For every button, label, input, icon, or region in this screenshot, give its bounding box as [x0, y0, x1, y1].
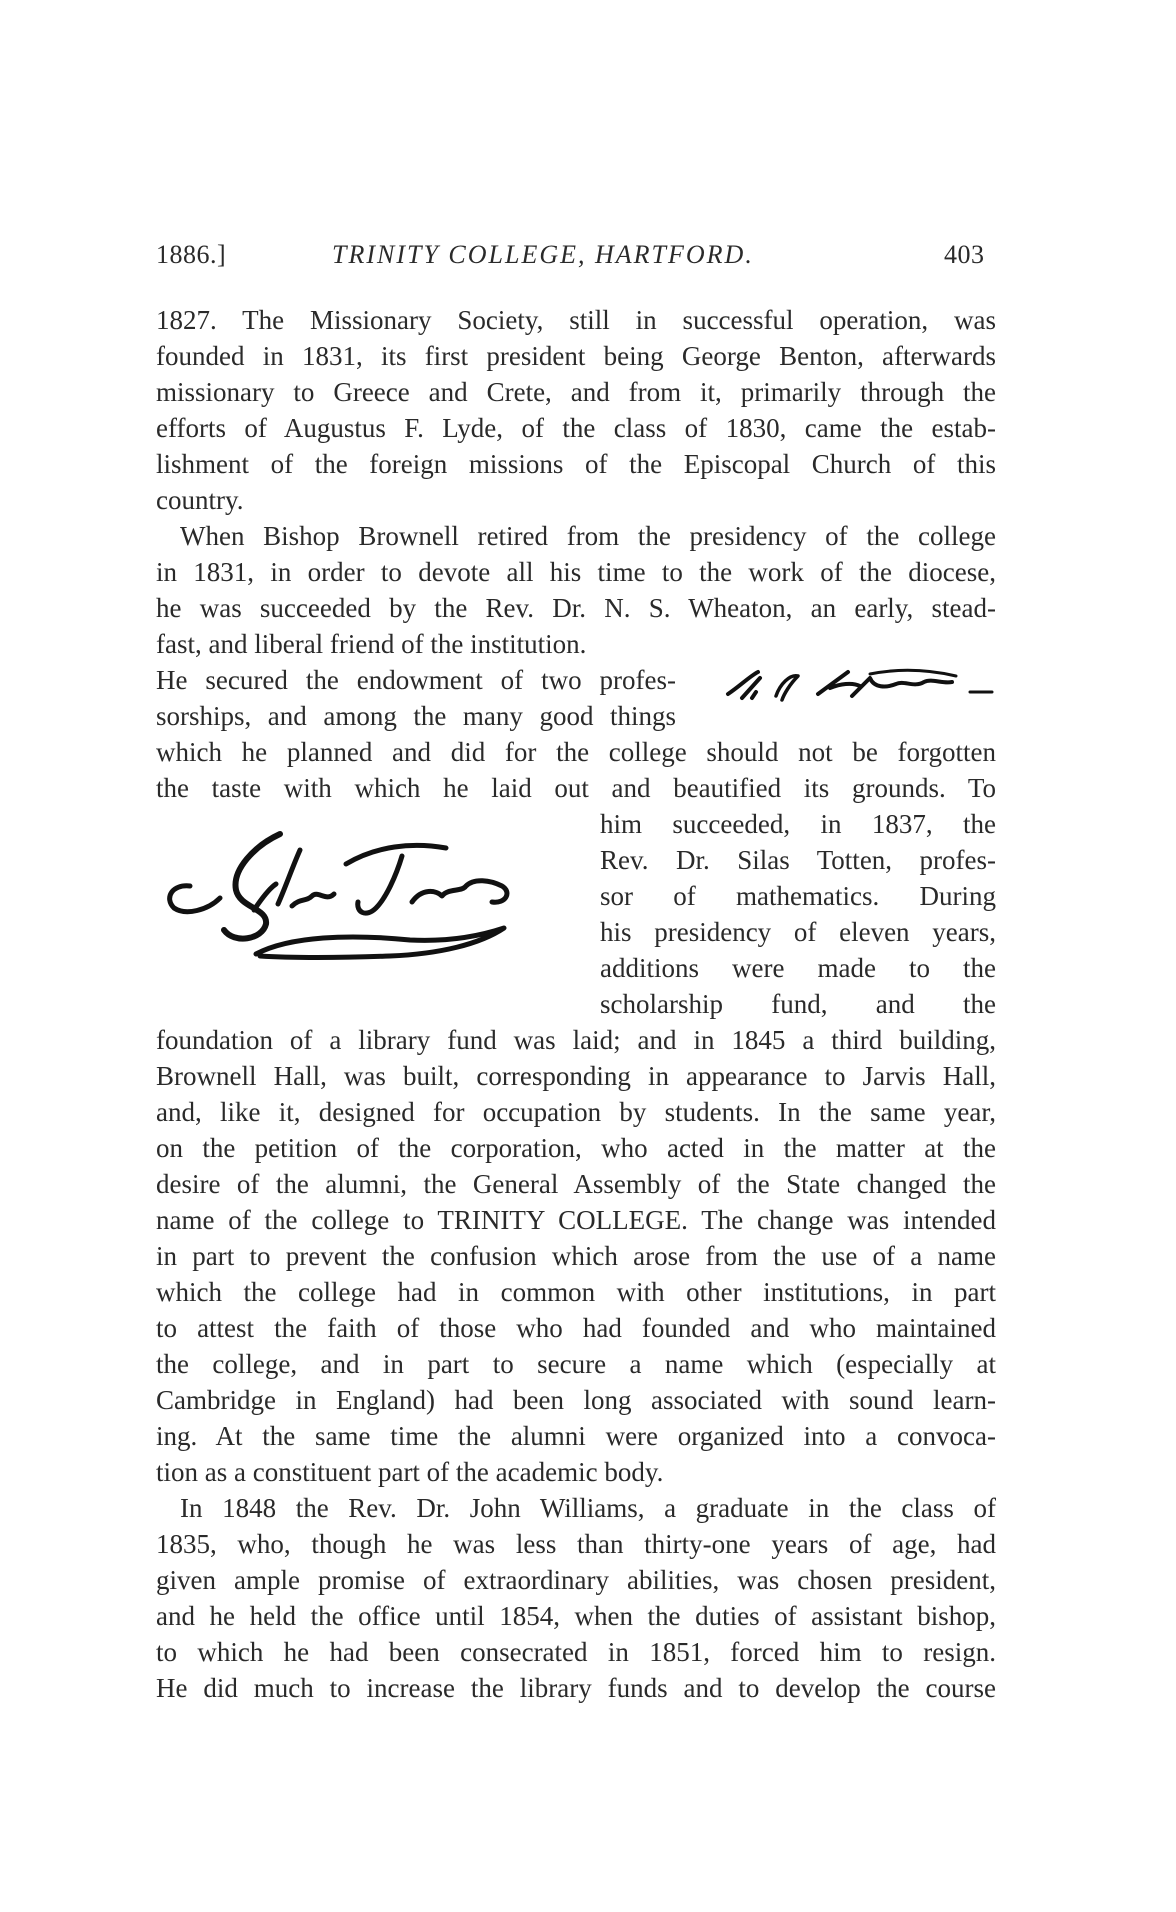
text-line: sorships, and among the many good things	[156, 701, 676, 731]
paragraph-totten-column	[600, 806, 996, 1022]
text-line: on the petition of the corporation, who acted in the matter at the	[156, 1133, 996, 1163]
text-line: sor of mathematics. During	[600, 881, 996, 911]
text-line: name of the college to TRINITY COLLEGE. The change was intended	[156, 1205, 996, 1235]
text-line: in 1831, in order to devote all his time to the work of the diocese,	[156, 557, 996, 587]
paragraph-williams	[156, 1490, 996, 1706]
text-line: tion as a constituent part of the academic body.	[156, 1457, 664, 1487]
paragraph-missionary-society	[156, 302, 996, 518]
text-line: which the college had in common with other institutions, in part	[156, 1277, 996, 1307]
running-header-title: TRINITY COLLEGE, HARTFORD.	[332, 240, 754, 269]
text-line: and, like it, designed for occupation by students. In the same year,	[156, 1097, 996, 1127]
text-line: in part to prevent the confusion which arose from the use of a name	[156, 1241, 996, 1271]
wheaton-signature	[720, 664, 1000, 710]
text-line: 1835, who, though he was less than thirty-one years of age, had	[156, 1529, 996, 1559]
text-line: Rev. Dr. Silas Totten, profes-	[600, 845, 996, 875]
text-line: lishment of the foreign missions of the Episcopal Church of this	[156, 449, 996, 479]
text-line: When Bishop Brownell retired from the presidency of the college	[180, 521, 996, 551]
text-line: desire of the alumni, the General Assembly of the State changed the	[156, 1169, 996, 1199]
text-line: He did much to increase the library funds and to develop the course	[156, 1673, 996, 1703]
text-line: Brownell Hall, was built, corresponding in appearance to Jarvis Hall,	[156, 1061, 996, 1091]
text-line: and he held the office until 1854, when the duties of assistant bishop,	[156, 1601, 996, 1631]
paragraph-trinity-name	[156, 1022, 996, 1490]
text-line: given ample promise of extraordinary abilities, was chosen president,	[156, 1565, 996, 1595]
text-line: him succeeded, in 1837, the	[600, 809, 996, 839]
text-line: his presidency of eleven years,	[600, 917, 996, 947]
totten-signature	[150, 806, 590, 976]
page-number: 403	[944, 240, 985, 269]
text-line: missionary to Greece and Crete, and from it, primarily through the	[156, 377, 996, 407]
text-line: In 1848 the Rev. Dr. John Williams, a graduate in the class of	[180, 1493, 996, 1523]
text-line: which he planned and did for the college should not be forgotten	[156, 737, 996, 767]
paragraph-wheaton-continued	[156, 662, 676, 734]
text-line: Cambridge in England) had been long associated with sound learn-	[156, 1385, 996, 1415]
text-line: country.	[156, 485, 244, 515]
text-line: 1827. The Missionary Society, still in successful operation, was	[156, 305, 996, 335]
text-line: efforts of Augustus F. Lyde, of the class of 1830, came the estab-	[156, 413, 996, 443]
text-line: founded in 1831, its first president being George Benton, afterwards	[156, 341, 996, 371]
text-line: to which he had been consecrated in 1851, forced him to resign.	[156, 1637, 996, 1667]
text-line: additions were made to the	[600, 953, 996, 983]
text-line: the taste with which he laid out and beautified its grounds. To	[156, 773, 996, 803]
paragraph-grounds	[156, 734, 996, 806]
text-line: to attest the faith of those who had founded and who maintained	[156, 1313, 996, 1343]
text-line: the college, and in part to secure a name which (especially at	[156, 1349, 996, 1379]
text-line: scholarship fund, and the	[600, 989, 996, 1019]
paragraph-wheaton	[156, 518, 996, 662]
text-line: foundation of a library fund was laid; and in 1845 a third building,	[156, 1025, 996, 1055]
running-header-year: 1886.]	[156, 240, 227, 269]
text-line: ing. At the same time the alumni were organized into a convoca-	[156, 1421, 996, 1451]
text-line: He secured the endowment of two profes-	[156, 665, 676, 695]
text-line: he was succeeded by the Rev. Dr. N. S. Wheaton, an early, stead-	[156, 593, 996, 623]
text-line: fast, and liberal friend of the institution.	[156, 629, 587, 659]
